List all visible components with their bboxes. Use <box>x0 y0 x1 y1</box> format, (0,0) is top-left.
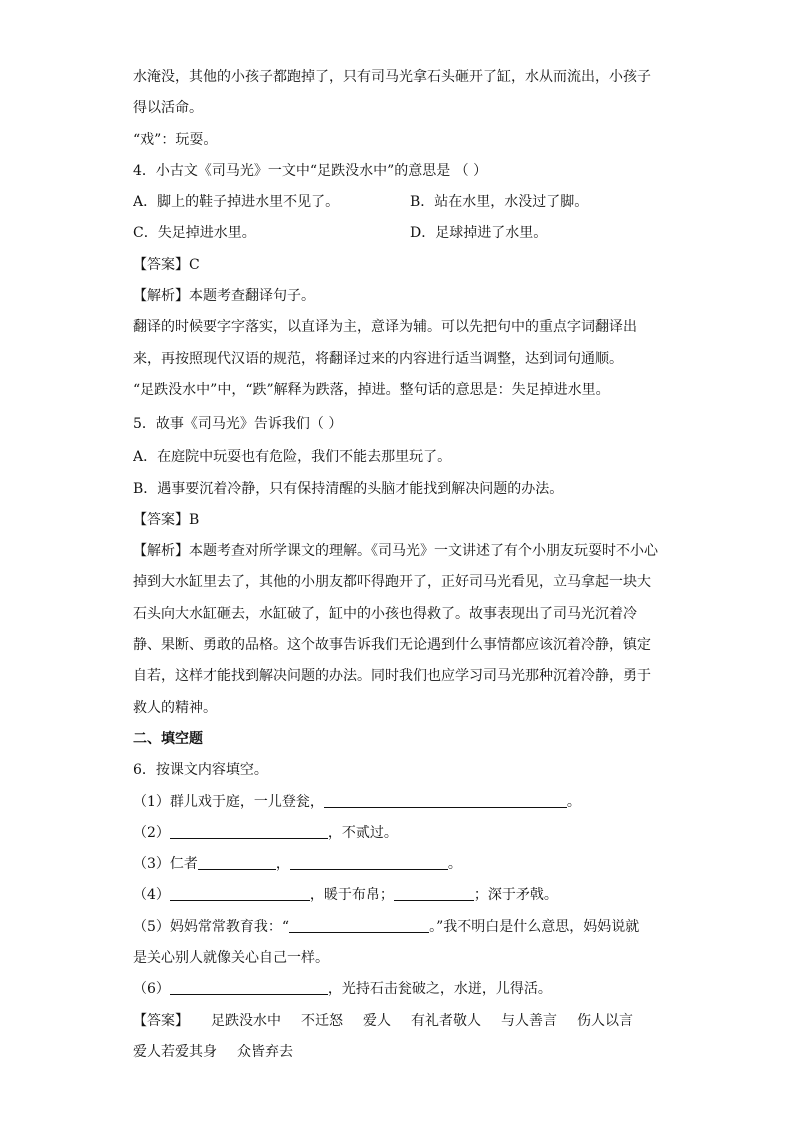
q6-item-3 <box>133 849 673 880</box>
q4-option-row-1 <box>133 187 673 218</box>
q6-item-2 <box>133 818 673 849</box>
q6-item-4-text: （4） <box>133 887 170 904</box>
q6-item-4-mid: ，暖于布帛； <box>309 887 394 904</box>
q6-item-5-end: 。”我不明白是什么意思，妈妈说就 <box>429 918 640 935</box>
q5-analysis-2: 掉到大水缸里去了，其他的小朋友都吓得跑开了，正好司马光看见，立马拿起一块大 <box>133 574 651 591</box>
q5-option-b: B．遇事要沉着冷静，只有保持清醒的头脑才能找到解决问题的办法。 <box>133 480 564 497</box>
q6-item-6 <box>133 974 673 1005</box>
section-heading: 二、填空题 <box>133 730 203 747</box>
q6-item-5-text: （5）妈妈常常教育我：“ <box>133 918 290 935</box>
q5-analysis-4: 静、果断、勇敢的品格。这个故事告诉我们无论遇到什么事情都应该沉着冷静，镇定 <box>133 637 651 654</box>
q5-analysis-5: 自若，这样才能找到解决问题的办法。同时我们也应学习司马光那种沉着冷静，勇于 <box>133 668 651 685</box>
q6-answer-item: 与人善言 <box>501 1012 557 1029</box>
q6-answer-item: 爱人若爱其身 <box>133 1043 217 1060</box>
q5-analysis-6: 救人的精神。 <box>133 699 217 716</box>
q6-item-1 <box>133 787 673 818</box>
blank-line <box>170 837 328 839</box>
q5-option-a: A．在庭院中玩耍也有危险，我们不能去那里玩了。 <box>133 449 452 466</box>
q4-analysis-2: 翻译的时候要字字落实，以直译为主，意译为辅。可以先把句中的重点字词翻译出 <box>133 319 637 336</box>
q6-item-6-text: （6） <box>133 981 170 998</box>
q4-option-d: D．足球掉进了水里。 <box>410 225 548 242</box>
q6-answer-item: 众皆弃去 <box>237 1043 293 1060</box>
q6-item-1-text: （1）群儿戏于庭，一儿登瓮， <box>133 793 324 810</box>
blank-line <box>289 931 429 933</box>
q6-answer-item: 伤人以言 <box>577 1012 633 1029</box>
intro-line-1: 水淹没，其他的小孩子都跑掉了，只有司马光拿石头砸开了缸，水从而流出，小孩子 <box>133 69 651 85</box>
q6-answer-item: 爱人 <box>363 1012 391 1029</box>
q6-answer-line-1 <box>133 1006 673 1037</box>
q4-answer: 【答案】C <box>133 256 200 273</box>
q5-stem: 5．故事《司马光》告诉我们（ ） <box>133 416 343 433</box>
q6-item-4 <box>133 880 673 911</box>
q6-item-3-text: （3）仁者 <box>133 856 198 873</box>
q4-analysis-4: “足跌没水中”中，“跌”解释为跌落，掉进。整句话的意思是：失足掉进水里。 <box>133 381 610 398</box>
q6-answer-line-2 <box>133 1037 673 1068</box>
blank-line <box>170 993 328 995</box>
word-note: “戏”：玩耍。 <box>133 131 218 148</box>
q6-item-1-end: 。 <box>566 793 581 810</box>
q4-option-c: C．失足掉进水里。 <box>133 225 256 242</box>
blank-line <box>324 806 567 808</box>
q6-item-6-end: ，光持石击瓮破之，水迸，儿得活。 <box>327 981 552 998</box>
blank-line <box>290 868 448 870</box>
q6-stem: 6．按课文内容填空。 <box>133 762 268 779</box>
q6-answer-item: 有礼者敬人 <box>411 1012 481 1029</box>
q4-option-row-2 <box>133 218 673 249</box>
intro-line-2: 得以活命。 <box>133 100 203 117</box>
q6-item-3-comma: ， <box>275 856 290 873</box>
blank-line <box>170 899 310 901</box>
q6-answer-label: 【答案】 <box>133 1012 189 1029</box>
q4-analysis-1: 【解析】本题考查翻译句子。 <box>133 288 315 305</box>
blank-line <box>198 868 276 870</box>
q6-answer-item: 足跌没水中 <box>211 1012 281 1029</box>
q6-item-5-line-2: 是关心别人就像关心自己一样。 <box>133 950 329 967</box>
q6-item-2-text: （2） <box>133 824 170 841</box>
q5-analysis-1: 【解析】本题考查对所学课文的理解。《司马光》一文讲述了有个小朋友玩耍时不小心 <box>133 543 658 560</box>
q4-analysis-3: 来，再按照现代汉语的规范，将翻译过来的内容进行适当调整，达到词句通顺。 <box>133 350 623 367</box>
q4-option-b: B．站在水里，水没过了脚。 <box>410 194 589 211</box>
q5-answer: 【答案】B <box>133 511 200 528</box>
q4-option-a: A．脚上的鞋子掉进水里不见了。 <box>133 194 340 211</box>
q6-item-5 <box>133 912 673 943</box>
q6-item-3-end: 。 <box>447 856 462 873</box>
q6-item-4-end: ；深于矛戟。 <box>473 887 558 904</box>
q4-stem: 4．小古文《司马光》一文中“足跌没水中”的意思是 （ ） <box>133 162 488 179</box>
q6-item-2-end: ，不贰过。 <box>327 824 398 841</box>
document-page <box>133 62 673 1068</box>
q6-answer-item: 不迁怒 <box>301 1012 343 1029</box>
blank-line <box>394 899 474 901</box>
q5-analysis-3: 石头向大水缸砸去，水缸破了，缸中的小孩也得救了。故事表现出了司马光沉着冷 <box>133 605 637 622</box>
